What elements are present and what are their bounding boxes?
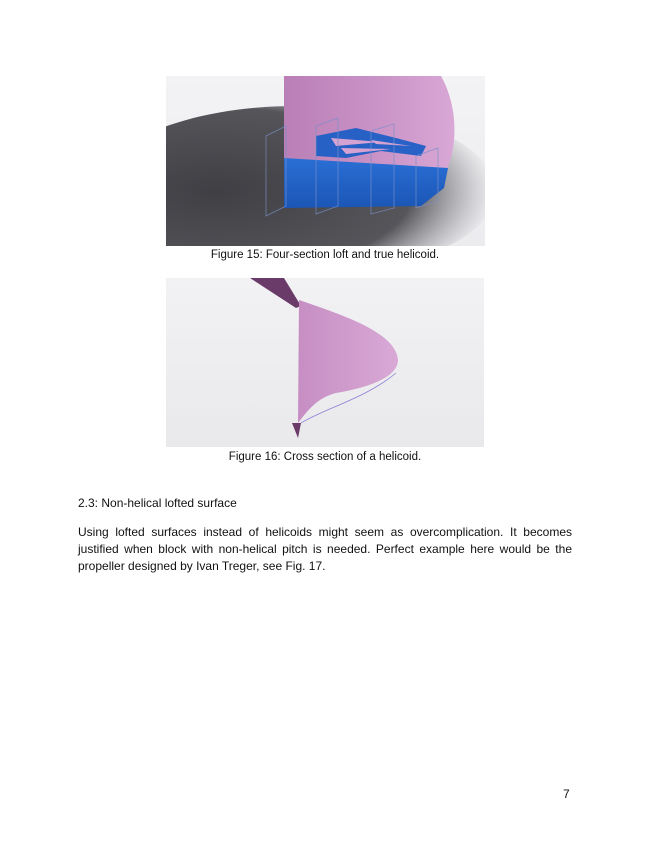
section-heading: 2.3: Non-helical lofted surface xyxy=(78,496,237,510)
helicoid-cross-section-surface xyxy=(298,300,398,423)
lower-tip xyxy=(292,423,301,438)
helicoid-pink-surface xyxy=(284,76,454,171)
body-paragraph: Using lofted surfaces instead of helicoids might seem as overcomplication. It becomes justified when block with non-helical pitch is needed. Perfect example here would be the propeller designed by Ivan Treger, see Fig. 17. xyxy=(78,525,572,573)
four-section-loft-render xyxy=(166,76,485,246)
page-number: 7 xyxy=(563,787,570,801)
figure-15-caption: Figure 15: Four-section loft and true helicoid. xyxy=(210,249,440,261)
figure-16-caption: Figure 16: Cross section of a helicoid. xyxy=(228,451,422,463)
helicoid-cross-section-render xyxy=(166,278,484,447)
figure-15-image xyxy=(166,76,485,246)
figure-16-image xyxy=(166,278,484,447)
upper-thin-strip xyxy=(250,278,301,308)
